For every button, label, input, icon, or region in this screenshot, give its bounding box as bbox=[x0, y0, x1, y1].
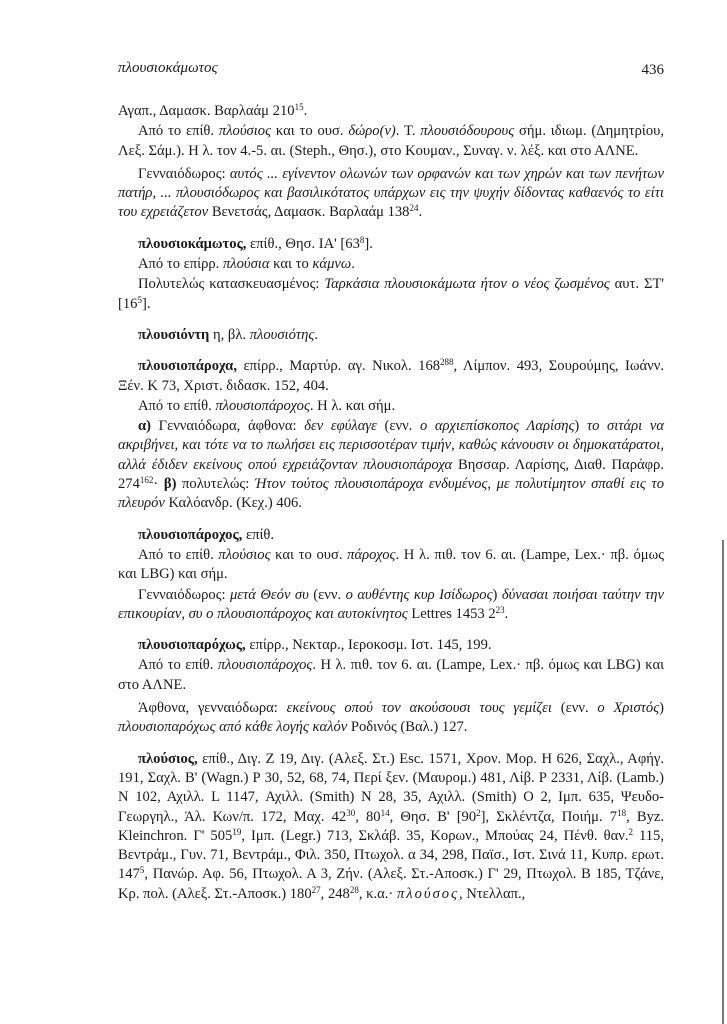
text: και το ουσ. bbox=[270, 546, 348, 563]
italic-text: αυτός ... εγίνεντον ολωνών των ορφανών και των χηρών και των πενήτων πατήρ, ... πλουσιόδωρος και βασιλικότατος υπάρχων εις την ψυχήν δίδοντας καθαενός το είτι του εχρειάζετον bbox=[118, 165, 664, 221]
superscript: 19 bbox=[232, 826, 242, 837]
italic-text: Ήτον τούτος πλουσιοπάροχα ενδυμένος, με πολυτίμητον σπαθί εις το πλευρόν bbox=[118, 476, 664, 512]
paragraph bbox=[118, 165, 664, 223]
superscript: 5 bbox=[137, 294, 142, 305]
superscript: 27 bbox=[311, 884, 321, 895]
dictionary-entry-head bbox=[118, 326, 664, 345]
text: , Θησ. Β' [90 bbox=[389, 808, 477, 825]
italic-text: πλούσια bbox=[222, 256, 270, 273]
text: σήμ. ιδιωμ. (Δημητρίου, Λεξ. Σάμ.). Η λ. τον 4.-5. αι. (Steph., Θησ.), στο Κουμαν., Συναγ. ν. λέξ. και στο ΑΛΝΕ. bbox=[118, 123, 665, 159]
text: . bbox=[351, 256, 355, 273]
text: και το ουσ. bbox=[271, 123, 349, 140]
paragraph bbox=[118, 397, 664, 416]
text: (ενν. bbox=[551, 700, 598, 717]
italic-text: πλουσιοπάροχος bbox=[215, 397, 310, 414]
paragraph bbox=[118, 122, 664, 161]
text: Από το επίθ. bbox=[138, 397, 216, 414]
dictionary-entry-head bbox=[118, 357, 664, 396]
superscript: 2 bbox=[476, 807, 481, 818]
text: αυτ. ΣΤ' [16 bbox=[118, 276, 664, 312]
text: Βησσαρ. Λαρίσης, Διαθ. Παράφρ. 274 bbox=[118, 456, 664, 493]
text: ) bbox=[574, 418, 587, 435]
headword: α) bbox=[138, 418, 152, 435]
superscript: 5 bbox=[139, 865, 145, 876]
text: . Η λ. πιθ. τον 6. αι. (Lampe, Lex.· πβ. όμως και LBG) και σήμ. bbox=[118, 546, 665, 583]
italic-text: ο Χριστός bbox=[597, 700, 660, 717]
superscript: 18 bbox=[617, 807, 627, 818]
page-header bbox=[118, 60, 664, 82]
scan-edge bbox=[722, 540, 724, 1024]
text: Άφθονα, γενναιόδωρα: bbox=[138, 700, 287, 717]
text: Από το επίρρ. bbox=[138, 256, 223, 273]
italic-text: δώρο(ν) bbox=[348, 123, 396, 140]
superscript: 288 bbox=[440, 357, 454, 368]
headword: β) bbox=[163, 476, 177, 493]
text: . Η λ. πιθ. τον 6. αι. (Lampe, Lex.· πβ. όμως και LBG) και στο ΑΛΝΕ. bbox=[118, 657, 665, 693]
italic-text: το σιτάρι να ακριβήνει, και τότε να το πωλήσει εις περισσοτέραν τιμήν, καθώς κάνουσιν οι δημοκατάρατοι, αλλά έδιδεν εκείνους οπού εχρειάζονταν πλουσιοπάροχα bbox=[118, 418, 664, 473]
paragraph bbox=[118, 275, 664, 314]
text: Γενναιόδωρος: bbox=[138, 165, 230, 182]
italic-text: ο αυθέντης κυρ Ισίδωρος bbox=[345, 586, 493, 603]
italic-text: πλουσιόδουρους bbox=[420, 123, 515, 140]
text: . bbox=[303, 103, 308, 119]
text: ]. bbox=[364, 235, 373, 252]
text: επίθ. bbox=[242, 526, 275, 543]
text: . Τ. bbox=[395, 123, 421, 140]
italic-text: πλουσιότης bbox=[249, 326, 315, 343]
text: ) bbox=[659, 700, 664, 717]
dictionary-entry-head bbox=[118, 526, 664, 545]
superscript: 23 bbox=[495, 604, 505, 615]
text: . bbox=[418, 204, 423, 221]
superscript: 24 bbox=[409, 203, 419, 214]
superscript: 162 bbox=[139, 475, 154, 486]
text: . bbox=[504, 605, 509, 622]
text: Ροδινός (Βαλ.) 127. bbox=[347, 719, 468, 736]
text: πολυτελώς: bbox=[176, 476, 255, 493]
italic-text: κάμνω bbox=[312, 256, 352, 273]
superscript: 28 bbox=[349, 884, 359, 895]
text: επίρρ., Νεκταρ., Ιεροκοσμ. Ιστ. 145, 199. bbox=[245, 637, 492, 654]
paragraph bbox=[118, 546, 664, 585]
paragraph bbox=[118, 656, 664, 695]
text: επίθ., Θησ. ΙΑ' [63 bbox=[246, 235, 360, 252]
superscript: 8 bbox=[359, 234, 365, 245]
italic-text: Ταρκάσια πλουσιοκάμωτα ήτον ο νέος ζωσμένος bbox=[324, 276, 610, 293]
headword: πλουσιοπαρόχως, bbox=[138, 637, 246, 654]
text: , 248 bbox=[320, 885, 350, 902]
italic-text: μετά Θεόν συ bbox=[229, 586, 309, 603]
text: , κ.α.· bbox=[358, 885, 397, 902]
text: Πολυτελώς κατασκευασμένος: bbox=[138, 276, 325, 293]
italic-text: εκείνους οπού τον ακούσουσι τους γεμίζει bbox=[286, 700, 552, 717]
text: Από το επίθ. bbox=[138, 657, 218, 674]
page-number: 436 bbox=[641, 62, 664, 78]
superscript: 14 bbox=[380, 807, 390, 818]
headword: πλουσιοπάροχα, bbox=[138, 358, 237, 375]
headword: πλούσιος, bbox=[138, 750, 198, 767]
italic-text: πλουσιοπαρόχως από κάθε λογής καλόν bbox=[118, 719, 348, 736]
text: ) bbox=[492, 586, 502, 603]
text: (ενν. bbox=[308, 586, 346, 603]
headword: πλουσιόντη bbox=[138, 326, 210, 343]
dictionary-entry-head bbox=[118, 636, 664, 655]
paragraph bbox=[118, 586, 664, 625]
superscript: 30 bbox=[346, 807, 356, 818]
paragraph bbox=[118, 102, 664, 121]
text: Γενναιόδωρα, άφθονα: bbox=[151, 418, 305, 435]
italic-text: δύνασαι ποιήσαι ταύτην την επικουρίαν, συ ο πλουσιοπάροχος και αυτοκίνητος bbox=[118, 586, 664, 622]
text: 115, Βεντράμ., Γυν. 71, Βεντράμ., Φιλ. 350, Πτωχολ. α 34, 298, Παϊσ., Ιστ. Σινά 11, Κυπρ. ερωτ. 147 bbox=[118, 827, 664, 883]
spaced-italic: πλούσος bbox=[396, 885, 459, 902]
italic-text: πλούσιος bbox=[218, 546, 271, 563]
italic-text: δεν εφύλαγε bbox=[304, 418, 377, 435]
superscript: 2 bbox=[628, 826, 633, 837]
text: . bbox=[314, 326, 318, 343]
text: , Ιμπ. (Legr.) 713, Σκλάβ. 35, Κορων., Μπούας 24, Πένθ. θαν. bbox=[241, 827, 629, 844]
text: , Byz. Kleinchron. Γ' 505 bbox=[118, 808, 665, 844]
headword: πλουσιοκάμωτος, bbox=[138, 235, 247, 252]
superscript: 15 bbox=[294, 102, 304, 112]
text: (ενν. bbox=[376, 418, 420, 435]
italic-text: πλούσιος bbox=[218, 123, 272, 140]
text: , 80 bbox=[355, 808, 381, 825]
text: Από το επίθ. bbox=[138, 546, 219, 563]
paragraph bbox=[118, 417, 664, 513]
text: . Η λ. και σήμ. bbox=[309, 397, 396, 414]
text: · bbox=[153, 476, 164, 493]
text: , Πανώρ. Αφ. 56, Πτωχολ. Α 3, Ζήν. (Αλεξ. Στ.-Αποσκ.) Γ' 29, Πτωχολ. Β 185, Τζάνε, Κρ. πολ. (Αλεξ. Στ.-Αποσκ.) 180 bbox=[118, 866, 664, 902]
dictionary-body bbox=[118, 102, 664, 905]
text: η, βλ. bbox=[209, 326, 250, 343]
text: Καλόανδρ. (Κεχ.) 406. bbox=[164, 495, 302, 512]
text: ]. bbox=[141, 295, 151, 312]
text: Από το επίθ. bbox=[138, 123, 219, 140]
headword: πλουσιοπάροχος, bbox=[138, 526, 243, 543]
italic-text: πλουσιοπάροχος bbox=[217, 657, 313, 674]
text: Γενναιόδωρος: bbox=[138, 586, 230, 603]
text: Αγαπ., Δαμασκ. Βαρλαάμ 210 bbox=[118, 103, 295, 119]
dictionary-entry-head bbox=[118, 235, 664, 254]
italic-text: πάροχος bbox=[347, 546, 396, 563]
text: , Ντελλαπ., bbox=[458, 885, 526, 902]
text: ], Σκλέντζα, Ποιήμ. 7 bbox=[480, 808, 618, 825]
text: επίρρ., Μαρτύρ. αγ. Νικολ. 168 bbox=[236, 358, 441, 375]
paragraph bbox=[118, 699, 664, 738]
running-title: πλουσιοκάμωτος bbox=[118, 60, 218, 76]
text: και το bbox=[269, 256, 313, 273]
italic-text: ο αρχιεπίσκοπος Λαρίσης bbox=[419, 418, 575, 435]
text: , Λίμπον. 493, Σουρούμης, Ιωάνν. Ξέν. Κ 73, Χριστ. διδασκ. 152, 404. bbox=[118, 358, 664, 394]
text: επίθ., Διγ. Ζ 19, Διγ. (Αλεξ. Στ.) Esc. 1571, Χρον. Μορ. Η 626, Σαχλ., Αφήγ. 191, Σαχλ. Β' (Wagn.) Ρ 30, 52, 68, 74, Περί ξεν. (Μαυρομ.) 481, Λίβ. Ρ 2331, Λίβ. (Lamb.) Ν 102, Αχιλλ. L 1147, Αχιλλ. (Smith) Ν 28, 35, Αχιλλ. (Smith) Ο 2, Ιμπ. 635, Ψευδο-Γεωργηλ., Άλ. Κων/π. 172, Μαχ. 42 bbox=[118, 750, 664, 825]
text: Βενετσάς, Δαμασκ. Βαρλαάμ 138 bbox=[208, 204, 410, 221]
paragraph bbox=[118, 255, 664, 274]
dictionary-entry-head bbox=[118, 750, 664, 904]
text: Lettres 1453 2 bbox=[407, 605, 496, 622]
